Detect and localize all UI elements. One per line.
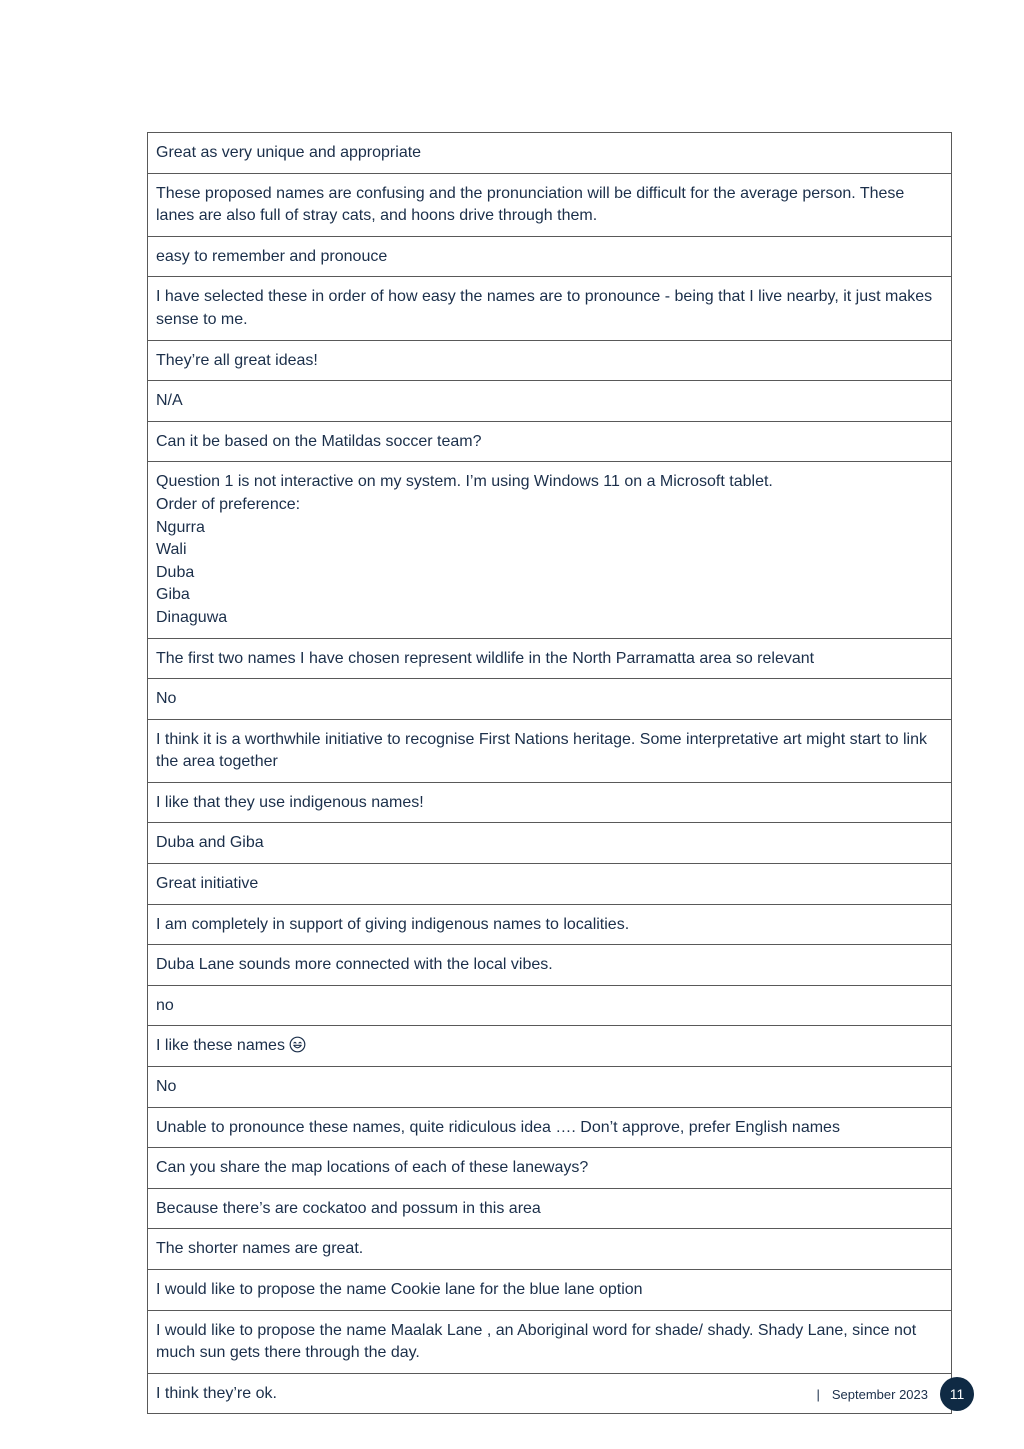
response-text: I like that they use indigenous names! (156, 793, 424, 811)
table-row (148, 236, 952, 277)
responses-table-container (147, 132, 952, 1414)
response-cell (148, 1067, 952, 1108)
response-text: Because there’s are cockatoo and possum in this area (156, 1199, 541, 1217)
response-cell (148, 1188, 952, 1229)
response-cell (148, 823, 952, 864)
response-text: The shorter names are great. (156, 1240, 364, 1258)
table-row (148, 1148, 952, 1189)
response-cell (148, 1310, 952, 1373)
responses-table (147, 132, 952, 1414)
smiling-face-icon (289, 1036, 306, 1053)
response-text: Can it be based on the Matildas soccer team? (156, 432, 482, 450)
table-row (148, 462, 952, 638)
table-row (148, 1107, 952, 1148)
table-row (148, 719, 952, 782)
response-cell (148, 679, 952, 720)
table-row (148, 638, 952, 679)
response-text: I would like to propose the name Cookie lane for the blue lane option (156, 1281, 643, 1298)
table-row (148, 1270, 952, 1311)
response-cell (148, 945, 952, 986)
table-row (148, 945, 952, 986)
table-row (148, 340, 952, 381)
responses-table-body (148, 133, 952, 1414)
response-cell (148, 782, 952, 823)
table-row (148, 679, 952, 720)
response-cell (148, 985, 952, 1026)
table-row (148, 421, 952, 462)
response-text: No (156, 1078, 177, 1096)
response-text: Great as very unique and appropriate (156, 144, 422, 161)
response-text: The first two names I have chosen represent wildlife in the North Parramatta area so relevant (156, 649, 815, 667)
response-cell (148, 1026, 952, 1067)
response-text: I think they’re ok. (156, 1384, 277, 1402)
response-cell (148, 462, 952, 638)
table-row (148, 782, 952, 823)
table-row (148, 1310, 952, 1373)
response-text: no (156, 996, 174, 1014)
table-row (148, 1067, 952, 1108)
table-row (148, 985, 952, 1026)
footer-separator: | (816, 1386, 820, 1402)
table-row (148, 1229, 952, 1270)
table-row (148, 864, 952, 905)
response-cell (148, 1229, 952, 1270)
response-text: No (156, 690, 177, 708)
response-text: Duba Lane sounds more connected with the local vibes. (156, 956, 553, 974)
response-cell (148, 638, 952, 679)
response-cell (148, 381, 952, 422)
table-row (148, 823, 952, 864)
response-text: I am completely in support of giving indigenous names to localities. (156, 915, 630, 933)
table-row (148, 173, 952, 236)
response-text: They’re all great ideas! (156, 351, 318, 369)
response-text: Unable to pronounce these names, quite ridiculous idea …. Don’t approve, prefer English names (156, 1118, 840, 1136)
response-cell (148, 904, 952, 945)
response-text: I like these names (156, 1037, 285, 1055)
response-cell (148, 340, 952, 381)
page-number-badge: 11 (940, 1377, 974, 1411)
response-text: I have selected these in order of how easy the names are to pronounce - being that I live nearby, it just makes sense to me. (156, 288, 933, 328)
response-text: I think it is a worthwhile initiative to recognise First Nations heritage. Some interpretative art might start to link the area together (156, 730, 927, 771)
response-cell (148, 719, 952, 782)
table-row (148, 381, 952, 422)
response-text: Duba and Giba (156, 834, 264, 852)
response-text: These proposed names are confusing and the pronunciation will be difficult for the average person. These lanes are also full of stray cats, and hoons drive through them. (156, 184, 905, 225)
page-footer (816, 1377, 974, 1411)
response-cell (148, 1148, 952, 1189)
response-cell (148, 236, 952, 277)
response-text: easy to remember and pronouce (156, 247, 388, 265)
response-cell (148, 173, 952, 236)
footer-date: September 2023 (831, 1386, 928, 1402)
response-text: I would like to propose the name Maalak Lane , an Aboriginal word for shade/ shady. Shady Lane, since not much sun gets there through the day. (156, 1321, 917, 1362)
response-cell (148, 277, 952, 340)
response-cell (148, 1107, 952, 1148)
response-text: Can you share the map locations of each of these laneways? (156, 1159, 589, 1177)
table-row (148, 133, 952, 174)
response-text: Great initiative (156, 875, 259, 893)
response-cell (148, 1270, 952, 1311)
table-row (148, 277, 952, 340)
table-row (148, 904, 952, 945)
table-row (148, 1188, 952, 1229)
response-text: N/A (156, 392, 183, 410)
response-cell (148, 864, 952, 905)
response-cell (148, 421, 952, 462)
table-row (148, 1026, 952, 1067)
response-text: Question 1 is not interactive on my system. I’m using Windows 11 on a Microsoft tablet. Order of preference: Ngurra Wali Duba Giba Dinaguwa (156, 473, 773, 626)
response-cell (148, 133, 952, 174)
